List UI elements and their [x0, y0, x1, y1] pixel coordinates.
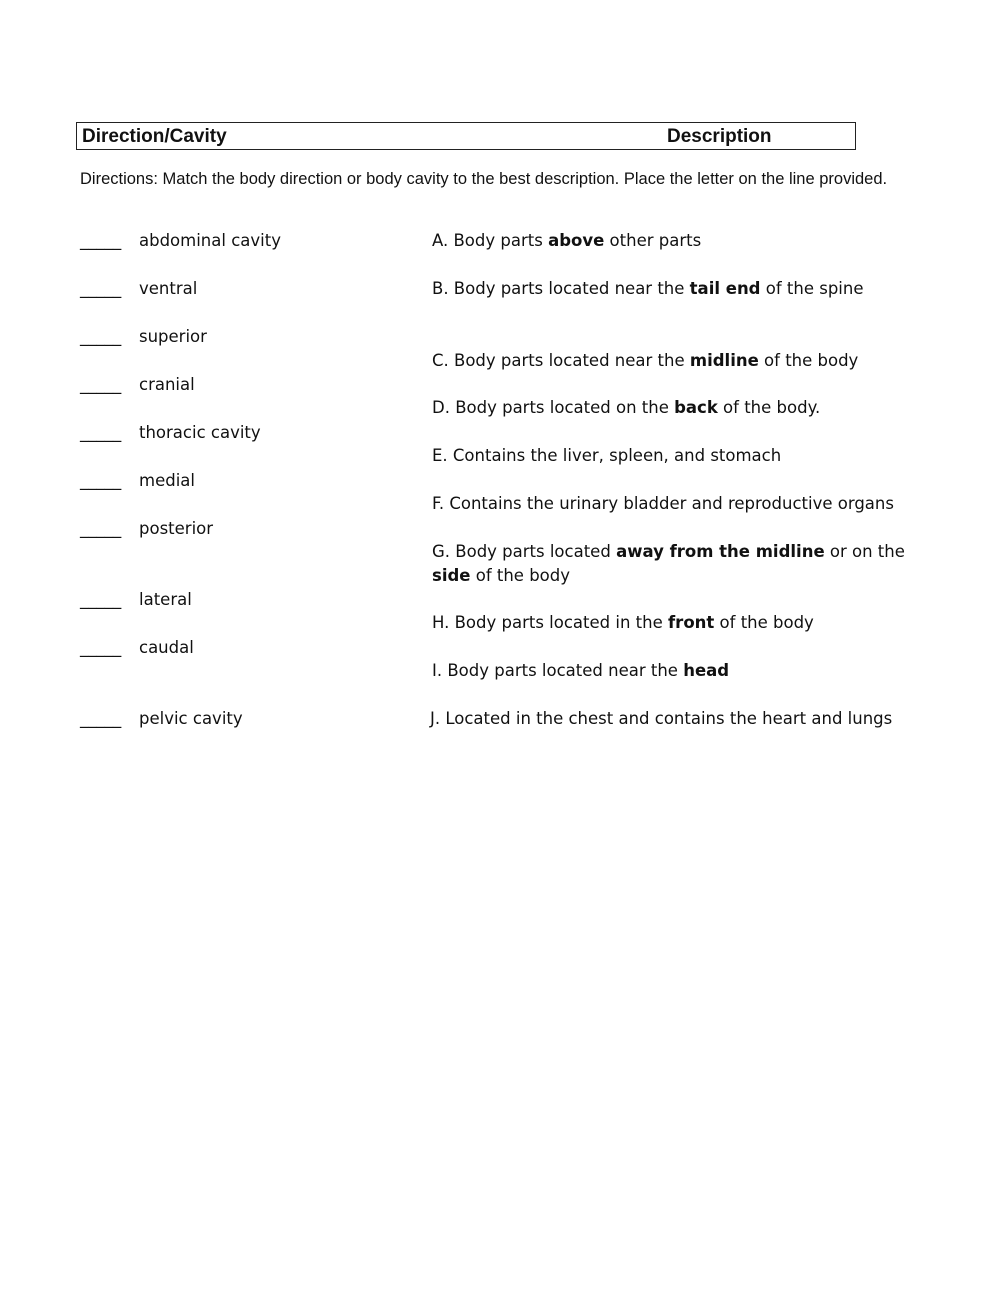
header-direction-cavity: Direction/Cavity: [82, 126, 227, 147]
directions-text: Directions: Match the body direction or body cavity to the best description. Place the letter on the line provided.: [80, 170, 888, 188]
term-label: ventral: [139, 279, 198, 298]
header-description: Description: [667, 126, 772, 147]
description-c: C. Body parts located near the midline of the body: [432, 351, 859, 370]
term-row-3: [80, 325, 207, 349]
term-row-1: [80, 229, 281, 253]
term-label: abdominal cavity: [139, 231, 281, 250]
answer-blank[interactable]: _____: [80, 279, 122, 298]
answer-blank[interactable]: _____: [80, 709, 122, 728]
term-row-10: [80, 707, 243, 731]
answer-blank[interactable]: _____: [80, 638, 122, 657]
term-label: lateral: [139, 590, 192, 609]
table-header: [76, 122, 856, 150]
description-j: J. Located in the chest and contains the heart and lungs: [430, 709, 893, 728]
term-row-6: [80, 469, 195, 493]
answer-blank[interactable]: _____: [80, 590, 122, 609]
answer-blank[interactable]: _____: [80, 231, 122, 250]
term-row-8: [80, 588, 192, 612]
answer-blank[interactable]: _____: [80, 327, 122, 346]
description-i: I. Body parts located near the head: [432, 661, 730, 680]
term-label: thoracic cavity: [139, 423, 261, 442]
term-row-4: [80, 373, 195, 397]
description-a: A. Body parts above other parts: [432, 231, 702, 250]
term-label: medial: [139, 471, 195, 490]
description-f: F. Contains the urinary bladder and reproductive organs: [432, 494, 894, 513]
term-row-5: [80, 421, 261, 445]
term-label: superior: [139, 327, 207, 346]
description-e: E. Contains the liver, spleen, and stomach: [432, 446, 782, 465]
answer-blank[interactable]: _____: [80, 423, 122, 442]
description-h: H. Body parts located in the front of the body: [432, 613, 814, 632]
description-g: G. Body parts located away from the midline or on the side of the body: [432, 542, 905, 585]
answer-blank[interactable]: _____: [80, 519, 122, 538]
term-row-2: [80, 277, 198, 301]
term-label: pelvic cavity: [139, 709, 243, 728]
term-label: cranial: [139, 375, 195, 394]
description-b: B. Body parts located near the tail end of the spine: [432, 279, 864, 298]
term-row-9: [80, 636, 194, 660]
description-d: D. Body parts located on the back of the body.: [432, 398, 821, 417]
answer-blank[interactable]: _____: [80, 375, 122, 394]
term-label: posterior: [139, 519, 214, 538]
answer-blank[interactable]: _____: [80, 471, 122, 490]
term-label: caudal: [139, 638, 194, 657]
term-row-7: [80, 517, 214, 541]
